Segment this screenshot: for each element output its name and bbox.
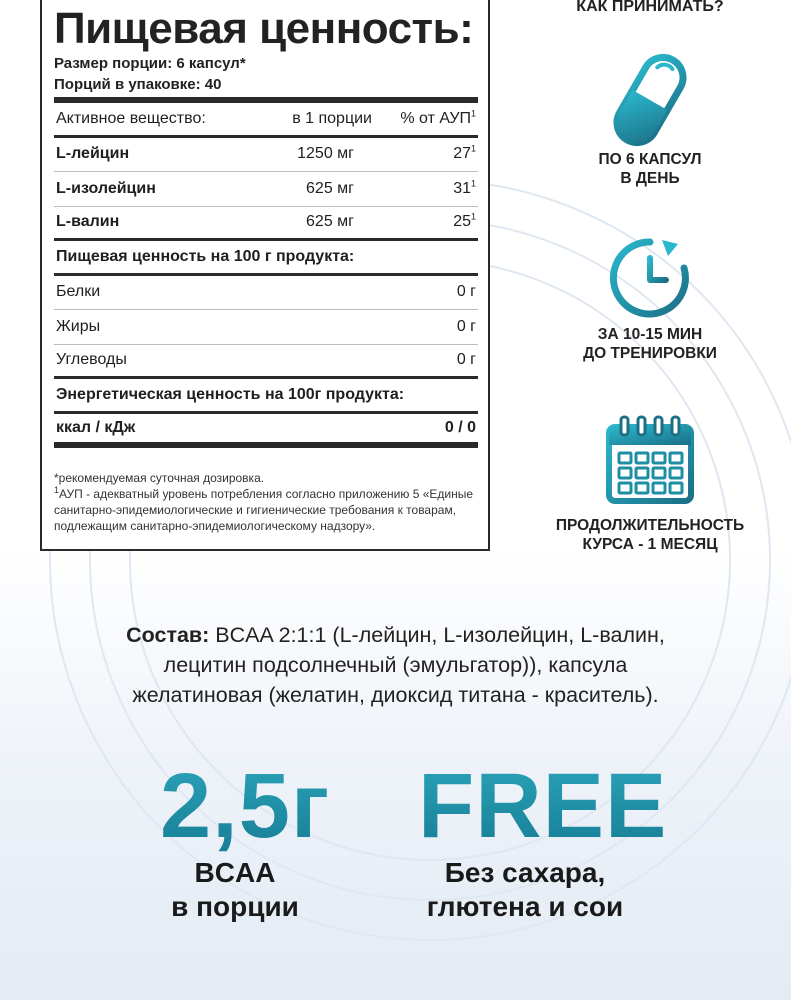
table-row [54, 138, 478, 173]
step-duration-caption: ПРОДОЛЖИТЕЛЬНОСТЬ КУРСА - 1 МЕСЯЦ [555, 517, 745, 553]
footnote-daily-dose: *рекомендуемая суточная дозировка. [54, 471, 265, 485]
energy-name: ккал / кДж [56, 418, 136, 436]
nutrition-table [54, 97, 478, 448]
free-caption: Без сахара, глютена и сои [426, 857, 624, 922]
ingredient-amount: 625 мг [306, 213, 354, 231]
composition-line-2: лецитин подсолнечный (эмульгатор)), капсула [163, 653, 628, 677]
macro-name: Углеводы [56, 351, 127, 369]
footnote-aup: $^1$АУП - адекватный уровень потребления согласно приложению 5 «Единые санитарно-эпидемиологические и гигиенические требования к товарам, подлежащим санитарно-эпидемиологическому надзору». [54, 485, 474, 533]
table-header-row [54, 103, 478, 138]
ingredient-name: L-лейцин [56, 145, 130, 163]
ingredient-name: L-изолейцин [56, 179, 156, 197]
nutrition-panel [40, 0, 490, 551]
servings-per-pack: Порций в упаковке: 40 [54, 76, 222, 93]
energy-row [54, 414, 478, 449]
ingredient-amount: 625 мг [306, 179, 354, 197]
step-time-caption: ЗА 10-15 МИН ДО ТРЕНИРОВКИ [583, 326, 717, 362]
per100-title-row [54, 241, 478, 276]
header-active: Активное вещество: [56, 109, 206, 127]
calendar-icon [605, 415, 695, 505]
step-capsules-caption: ПО 6 КАПСУЛ В ДЕНЬ [598, 151, 702, 187]
table-row [54, 276, 478, 311]
energy-title-row [54, 379, 478, 414]
ingredient-percent: $31^1$ [453, 178, 476, 197]
panel-title: Пищевая ценность: [54, 4, 474, 53]
table-row [54, 207, 478, 242]
free-value: FREE [418, 755, 668, 857]
macro-value: 0 г [456, 351, 476, 369]
clock-icon [606, 234, 694, 322]
composition-line-1: Состав: BCAA 2:1:1 (L-лейцин, L-изолейцин, L-валин, [126, 623, 665, 647]
composition-label: Состав: [126, 623, 210, 647]
ingredient-name: L-валин [56, 213, 120, 231]
composition-line-3: желатиновая (желатин, диоксид титана - краситель). [132, 683, 659, 707]
ingredient-amount: 1250 мг [297, 145, 354, 163]
footnotes [54, 470, 484, 534]
macro-name: Жиры [56, 317, 101, 335]
table-row [54, 310, 478, 345]
bcaa-caption: BCAA в порции [171, 857, 299, 922]
macro-name: Белки [56, 283, 101, 301]
capsule-icon [610, 50, 690, 150]
macro-value: 0 г [456, 283, 476, 301]
table-row [54, 345, 478, 380]
energy-title: Энергетическая ценность на 100г продукта: [56, 385, 405, 403]
header-percent: % от АУП$^1$ [400, 108, 476, 127]
energy-value: 0 / 0 [444, 418, 476, 436]
bcaa-value: 2,5г [160, 755, 331, 857]
header-per-serving: в 1 порции [292, 109, 372, 127]
ingredient-percent: $27^1$ [453, 143, 476, 163]
table-row [54, 172, 478, 207]
macro-value: 0 г [456, 317, 476, 335]
serving-size: Размер порции: 6 капсул* [54, 55, 246, 72]
composition [60, 620, 731, 710]
per100-title: Пищевая ценность на 100 г продукта: [56, 247, 355, 265]
ingredient-percent: $25^1$ [453, 211, 476, 231]
howto-title: КАК ПРИНИМАТЬ? [576, 0, 724, 15]
